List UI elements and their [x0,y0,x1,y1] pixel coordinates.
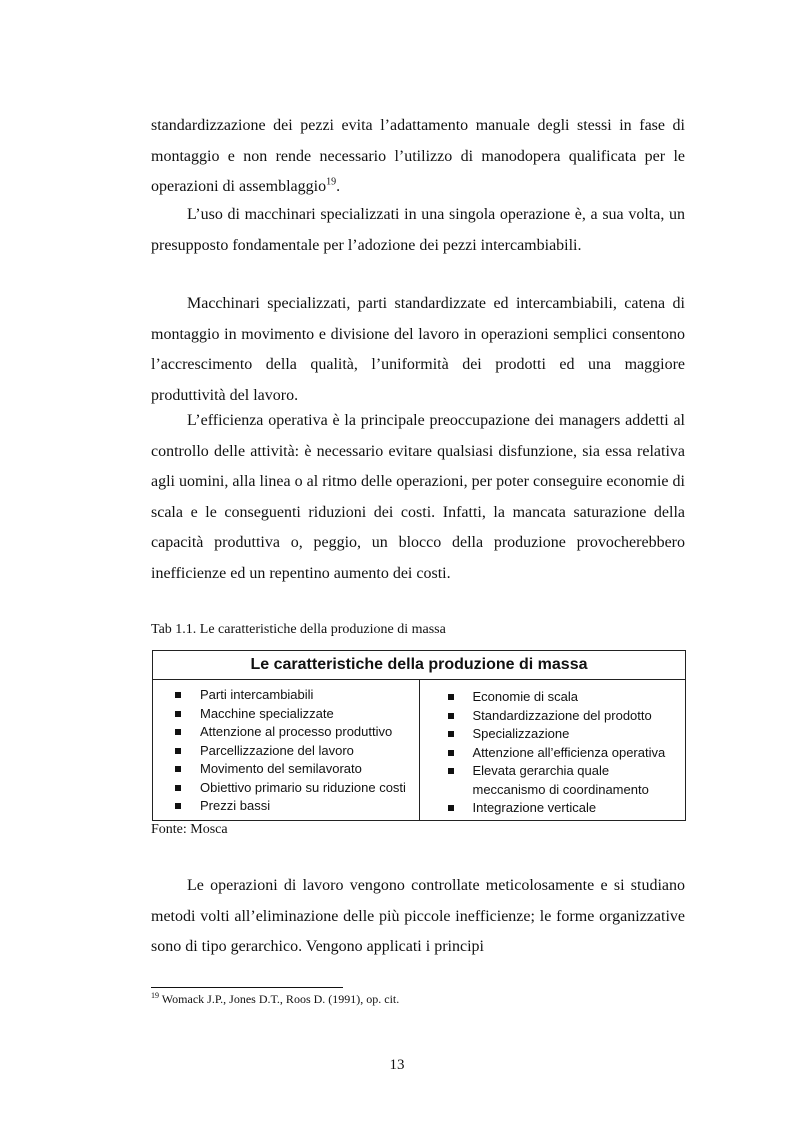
footnote-text: Womack J.P., Jones D.T., Roos D. (1991), op. cit. [161,992,400,1006]
footnote-reference: 19 [326,176,337,188]
list-item: Attenzione all’efficienza operativa [448,744,686,763]
left-bullet-list [153,680,419,816]
list-item: Elevata gerarchia quale meccanismo di coordinamento [448,762,686,799]
list-item: Integrazione verticale [448,799,686,818]
page-number: 13 [389,1057,405,1073]
list-item: Parcellizzazione del lavoro [175,742,419,761]
footnote-number: 19 [151,991,159,1000]
list-item: Movimento del semilavorato [175,760,419,779]
list-item: Standardizzazione del prodotto [448,707,686,726]
paragraph-4: L’efficienza operativa è la principale preoccupazione dei managers addetti al controllo delle attività: è necessario evitare qualsiasi disfunzione, sia essa relativa agli uomini, alla linea o al ritmo delle operazioni, per poter conseguire economie di scala e le conseguenti riduzioni dei costi. Infatti, la mancata saturazione della capacità produttiva o, peggio, un blocco della produzione provocherebbero inefficienze ed un repentino aumento dei costi. [151,412,685,582]
left-column [153,680,420,821]
list-item: Macchine specializzate [175,705,419,724]
list-item: Economie di scala [448,688,686,707]
paragraph-1-text: standardizzazione dei pezzi evita l’adattamento manuale degli stessi in fase di montaggio e non rende necessario l’utilizzo di manodopera qualificata per le operazioni di assemblaggio [151,117,685,195]
table-source: Fonte: Mosca [151,822,228,837]
list-item: Obiettivo primario su riduzione costi [175,779,419,798]
list-item: Parti intercambiabili [175,686,419,705]
footnote-divider [151,987,343,988]
right-column [419,680,686,821]
paragraph-1 [151,111,685,203]
paragraph-3: Macchinari specializzati, parti standardizzate ed intercambiabili, catena di montaggio in movimento e divisione del lavoro in operazioni semplici consentono l’accrescimento della qualità, l’uniformità dei prodotti ed una maggiore produttività del lavoro. [151,295,685,404]
list-item: Specializzazione [448,725,686,744]
list-item: Prezzi bassi [175,797,419,816]
list-item: Attenzione al processo produttivo [175,723,419,742]
table-header: Le caratteristiche della produzione di massa [153,651,686,680]
paragraph-1-end: . [336,178,341,195]
paragraph-2: L’uso di macchinari specializzati in una singola operazione è, a sua volta, un presupposto fondamentale per l’adozione dei pezzi intercambiabili. [151,206,685,254]
paragraph-5: Le operazioni di lavoro vengono controllate meticolosamente e si studiano metodi volti all’eliminazione delle più piccole inefficienze; le forme organizzative sono di tipo gerarchico. Vengono applicati i principi [151,877,685,955]
characteristics-table [152,650,686,821]
footnote [151,992,399,1007]
right-bullet-list [420,680,686,818]
table-caption: Tab 1.1. Le caratteristiche della produzione di massa [151,622,446,637]
